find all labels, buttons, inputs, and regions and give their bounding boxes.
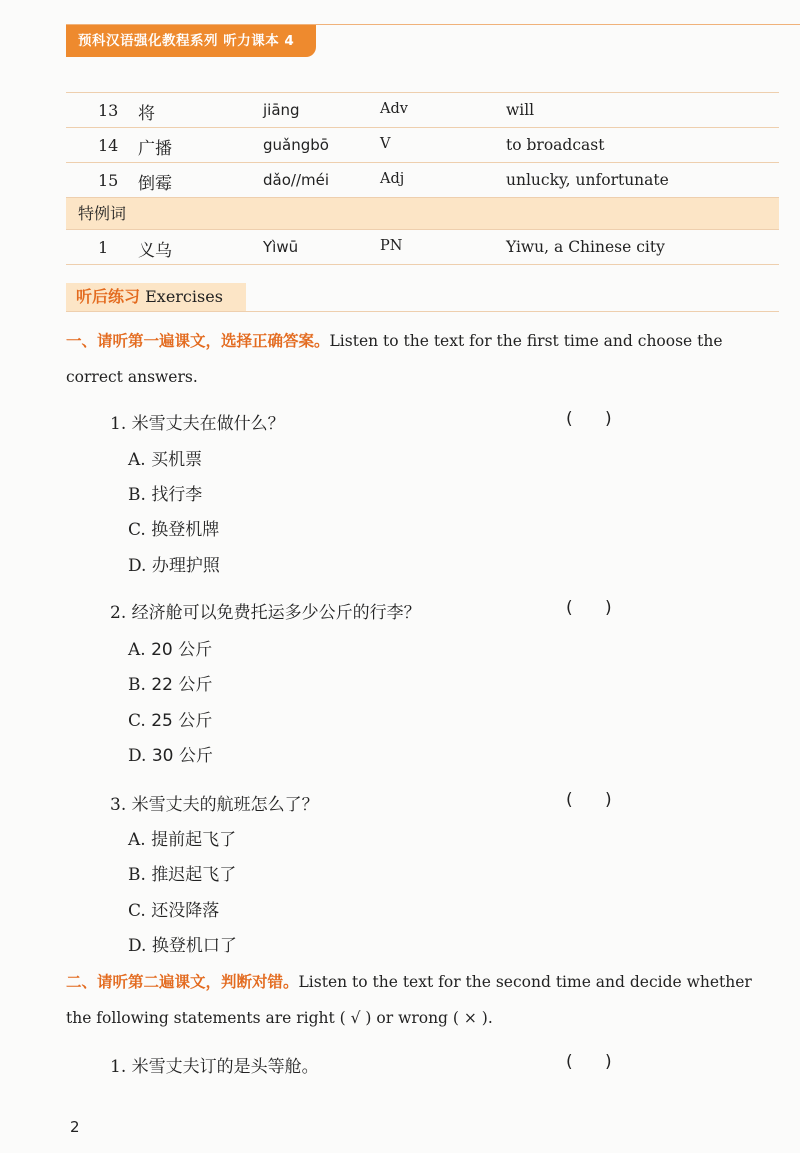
option-letter: A. [128,450,146,470]
option-letter: D. [128,556,147,576]
option-text: 换登机牌 [151,520,220,540]
vocab-number: 1 [98,238,109,257]
vocab-pos: Adv [380,101,408,117]
answer-blank[interactable]: ( ) [566,598,612,618]
option[interactable] [128,635,212,660]
statement [110,1052,319,1077]
vocab-word: 倒霉 [138,174,172,194]
option[interactable] [128,706,212,731]
vocab-meaning: unlucky, unfortunate [506,171,669,189]
statement-text: 米雪丈夫订的是头等舱。 [131,1057,319,1077]
option-letter: C. [128,520,146,540]
vocab-pos: PN [380,238,403,254]
vocab-meaning: to broadcast [506,136,605,154]
part1-instruction [66,323,779,395]
vocab-pinyin: jiāng [263,101,300,119]
exercises-heading-en: Exercises [145,287,223,306]
page-number: 2 [70,1118,80,1136]
option-letter: A. [128,830,146,850]
part2-title-en-cont: the following statements are right ( √ ) or wrong ( × ). [66,1009,493,1027]
answer-blank[interactable]: ( ) [566,1052,612,1072]
option-text: 30 公斤 [151,746,213,766]
option[interactable] [128,551,220,576]
question-text: 米雪丈夫的航班怎么了？ [131,795,319,815]
option-letter: A. [128,640,146,660]
option-text: 找行李 [151,485,203,505]
vocab-row [66,230,779,265]
exercises-heading-zh: 听后练习 [76,287,141,306]
vocab-category-special: 特例词 [66,198,779,230]
statement-number: 1. [110,1057,127,1077]
option-letter: B. [128,675,146,695]
part2-title-en: Listen to the text for the second time and decide whether [298,973,752,991]
question-number: 3. [110,795,127,815]
part1-title-zh: 一、请听第一遍课文，选择正确答案。 [66,332,330,350]
question [110,598,421,623]
option-text: 换登机口了 [151,936,237,956]
question-number: 1. [110,414,127,434]
vocab-word: 义乌 [138,241,172,261]
vocab-pos: Adj [380,171,405,187]
vocab-pinyin: Yìwū [263,238,299,256]
vocab-word: 将 [138,104,155,124]
vocab-meaning: Yiwu, a Chinese city [506,238,665,256]
exercises-heading [66,283,246,311]
exercises-rule [66,311,779,312]
vocabulary-table [66,92,779,265]
option[interactable] [128,741,213,766]
answer-blank[interactable]: ( ) [566,409,612,429]
option-letter: B. [128,865,146,885]
option[interactable] [128,860,236,885]
option-letter: D. [128,746,147,766]
vocab-row [66,163,779,198]
option[interactable] [128,825,236,850]
part2-title-zh: 二、请听第二遍课文，判断对错。 [66,973,299,991]
answer-blank[interactable]: ( ) [566,790,612,810]
vocab-row [66,128,779,163]
option-text: 买机票 [151,450,203,470]
vocab-number: 14 [98,136,119,155]
option-letter: C. [128,711,146,731]
question-text: 米雪丈夫在做什么？ [131,414,285,434]
option-letter: C. [128,901,146,921]
option[interactable] [128,480,202,505]
option-text: 推迟起飞了 [151,865,237,885]
vocab-number: 15 [98,171,119,190]
option-text: 22 公斤 [151,675,213,695]
option[interactable] [128,931,237,956]
vocab-row [66,92,779,128]
part1-title-en-cont: correct answers. [66,368,198,386]
running-header: 预科汉语强化教程系列 听力课本 4 [66,25,316,57]
vocab-pos: V [380,136,391,152]
vocab-word: 广播 [138,139,172,159]
option-text: 20 公斤 [151,640,213,660]
vocab-number: 13 [98,101,119,120]
part1-title-en: Listen to the text for the first time and choose the [329,332,723,350]
option-letter: D. [128,936,147,956]
question [110,790,319,815]
option-text: 25 公斤 [151,711,213,731]
question-number: 2. [110,603,127,623]
option-text: 办理护照 [151,556,220,576]
option-text: 提前起飞了 [151,830,237,850]
vocab-pinyin: guǎngbō [263,136,329,154]
option[interactable] [128,515,219,540]
option[interactable] [128,445,202,470]
option-text: 还没降落 [151,901,220,921]
vocab-pinyin: dǎo//méi [263,171,330,189]
option[interactable] [128,896,219,921]
question [110,409,285,434]
option-letter: B. [128,485,146,505]
question-text: 经济舱可以免费托运多少公斤的行李？ [131,603,421,623]
part2-instruction [66,964,779,1036]
vocab-meaning: will [506,101,535,119]
option[interactable] [128,670,212,695]
